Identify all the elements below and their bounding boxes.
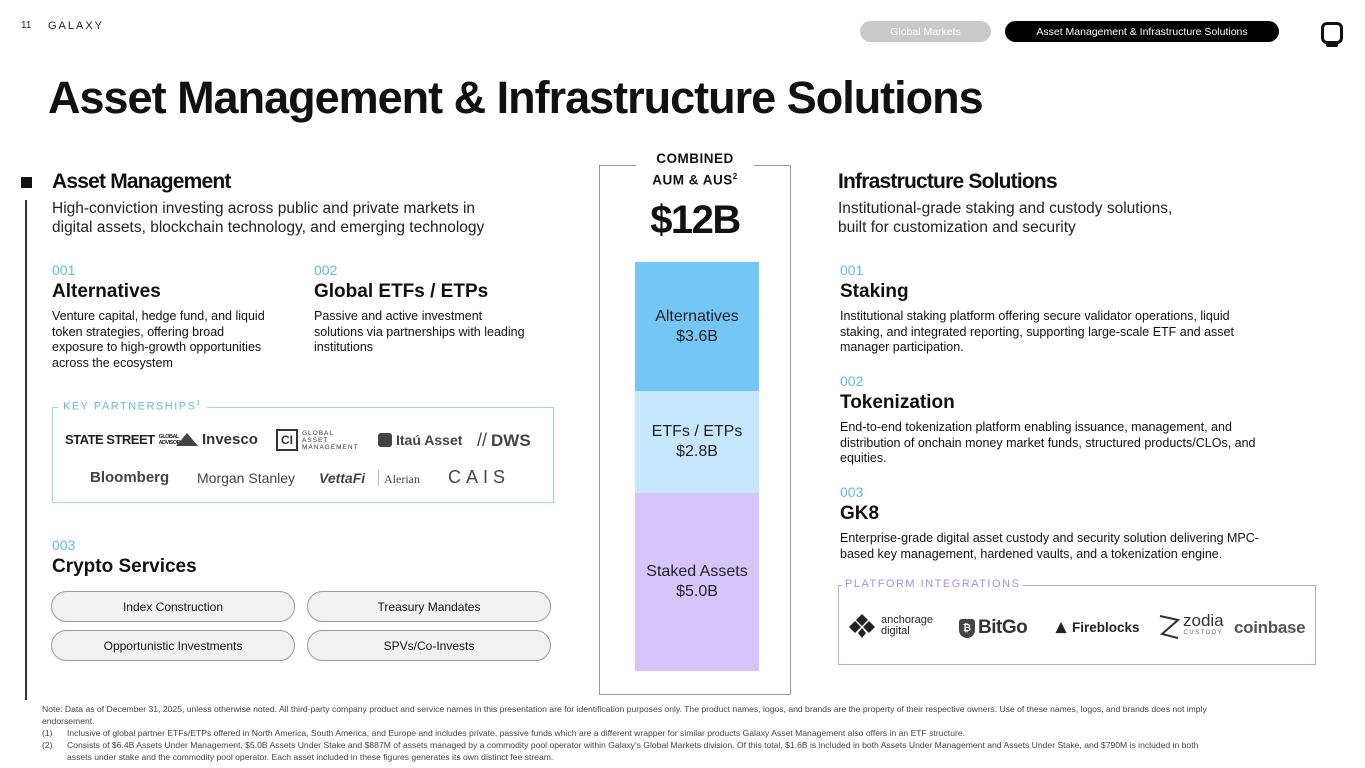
section-bullet-icon	[21, 177, 32, 188]
page-title: Asset Management & Infrastructure Solutions	[48, 72, 983, 123]
combined-aum-label: COMBINED AUM & AUS$^2$	[636, 150, 754, 190]
bar-value: $5.0B	[676, 583, 718, 600]
tab-asset-management[interactable]: Asset Management & Infrastructure Solutions	[1005, 21, 1279, 42]
item-number: 003	[840, 484, 864, 500]
bar-etfs-etps	[635, 391, 759, 493]
zodia-mark-icon	[1158, 614, 1180, 640]
anchorage-mark-icon	[849, 614, 875, 638]
alerian-logo: Alerian	[384, 472, 420, 486]
itau-asset-logo: Itaú Asset	[378, 432, 462, 448]
note-main-cont: endorsement.	[42, 716, 95, 726]
item-title-staking: Staking	[840, 281, 909, 302]
itau-mark-icon	[378, 433, 392, 447]
vettafi-logo: VettaFi	[319, 470, 366, 486]
key-partnerships-box	[52, 407, 554, 503]
platform-integrations-label: PLATFORM INTEGRATIONS	[842, 578, 1023, 590]
brand-wordmark: GALAXY	[48, 20, 105, 32]
footnotes	[42, 703, 1332, 763]
dws-slash-icon: //	[477, 430, 488, 450]
page-number: 11	[21, 20, 32, 31]
key-partnerships-label: KEY PARTNERSHIPS$^1$	[58, 400, 207, 413]
dws-logo: // DWS	[477, 430, 531, 450]
item-title-global-etfs: Global ETFs / ETPs	[314, 281, 489, 302]
item-number: 003	[52, 537, 76, 553]
footnote-1: (1) Inclusive of global partner ETFs/ETPs offered in North America, South America, and Europe and includes private, passive funds which are a different wrapper for similar products Galaxy Asset Management also offers in an ETF structure.	[42, 728, 966, 738]
item-title-alternatives: Alternatives	[52, 281, 161, 302]
item-desc-staking: Institutional staking platform offering secure validator operations, liquid staking, and integrated reporting, supporting large-scale ETF and asset manager participation.	[840, 309, 1234, 354]
bar-staked-assets	[635, 493, 759, 671]
combined-aum-value: $12B	[650, 198, 740, 242]
ci-global-asset-logo: CI GLOBAL ASSET MANAGEMENT	[276, 429, 360, 451]
bar-label: Alternatives	[655, 307, 739, 325]
cais-logo: CAIS	[448, 467, 511, 487]
galaxy-logo-icon	[1321, 22, 1343, 44]
tab-global-markets[interactable]: Global Markets	[860, 21, 991, 42]
morgan-stanley-logo: Morgan Stanley	[197, 470, 296, 486]
chip-spvs-co-invests: SPVs/Co-Invests	[307, 630, 551, 661]
bar-label: ETFs / ETPs	[651, 423, 743, 440]
item-title-tokenization: Tokenization	[840, 392, 955, 413]
asset-management-heading: Asset Management	[52, 170, 231, 193]
bar-alternatives	[635, 262, 759, 391]
bloomberg-logo: Bloomberg	[90, 469, 170, 486]
bitgo-shield-icon: ₿	[959, 619, 975, 638]
chip-index-construction: Index Construction	[51, 591, 295, 622]
item-number: 002	[314, 262, 338, 278]
item-title-crypto-services: Crypto Services	[52, 556, 197, 577]
infrastructure-heading: Infrastructure Solutions	[838, 170, 1057, 193]
invesco-mark-icon	[176, 433, 198, 446]
state-street-logo: STATE STREET GLOBAL ADVISORS	[65, 432, 184, 447]
section-divider	[25, 200, 27, 700]
item-number: 002	[840, 373, 864, 389]
asset-management-subtitle: High-conviction investing across public and private markets in digital assets, blockchain technology, and emerging technology	[52, 200, 485, 236]
chip-treasury-mandates: Treasury Mandates	[307, 591, 551, 622]
anchorage-digital-logo: anchorage digital	[849, 614, 933, 638]
item-desc-gk8: Enterprise-grade digital asset custody and security solution delivering MPC- based key management, hardened vaults, and a tokenization engine.	[840, 531, 1259, 561]
chip-opportunistic-investments: Opportunistic Investments	[51, 630, 295, 661]
footnote-2: (2) Consists of $6.4B Assets Under Management, $5.0B Assets Under Stake and $887M of assets managed by a commodity pool operator within Galaxy's Global Markets division. Of this total, $1.6B is included in both Assets Under Management and Assets Under Stake, and $790M is included in both assets under stake and the commodity pool operator. Each asset included in these figures generates its own distinct fee stream.	[42, 740, 1199, 762]
note-main: Note: Data as of December 31, 2025, unless otherwise noted. All third-party company product and service names in this presentation are for identification purposes only. The product names, logos, and brands are the property of their respective owners. Use of these names, logos, and brands does not imply	[42, 704, 1207, 714]
fireblocks-logo: Fireblocks	[1054, 620, 1140, 635]
logo-divider	[378, 470, 379, 486]
bar-label: Staked Assets	[646, 563, 748, 580]
bitgo-logo: ₿ BitGo	[959, 617, 1027, 639]
ci-mark-icon: CI	[276, 429, 298, 451]
invesco-logo: Invesco	[176, 431, 258, 448]
item-desc-alternatives: Venture capital, hedge fund, and liquid token strategies, offering broad exposure to high-growth opportunities across the ecosystem	[52, 309, 265, 370]
bar-value: $2.8B	[676, 443, 718, 460]
item-desc-global-etfs: Passive and active investment solutions via partnerships with leading institutions	[314, 309, 525, 354]
infrastructure-subtitle: Institutional-grade staking and custody solutions, built for customization and security	[838, 200, 1173, 236]
item-desc-tokenization: End-to-end tokenization platform enabling issuance, management, and distribution of onchain money market funds, structured products/CLOs, and equities.	[840, 420, 1256, 465]
item-title-gk8: GK8	[840, 503, 880, 524]
item-number: 001	[840, 262, 864, 278]
bar-value: $3.6B	[676, 327, 718, 345]
coinbase-logo: coinbase	[1234, 618, 1306, 637]
item-number: 001	[52, 262, 76, 278]
fireblocks-mark-icon	[1054, 621, 1068, 635]
zodia-custody-logo: zodia CUSTODY	[1158, 614, 1224, 640]
